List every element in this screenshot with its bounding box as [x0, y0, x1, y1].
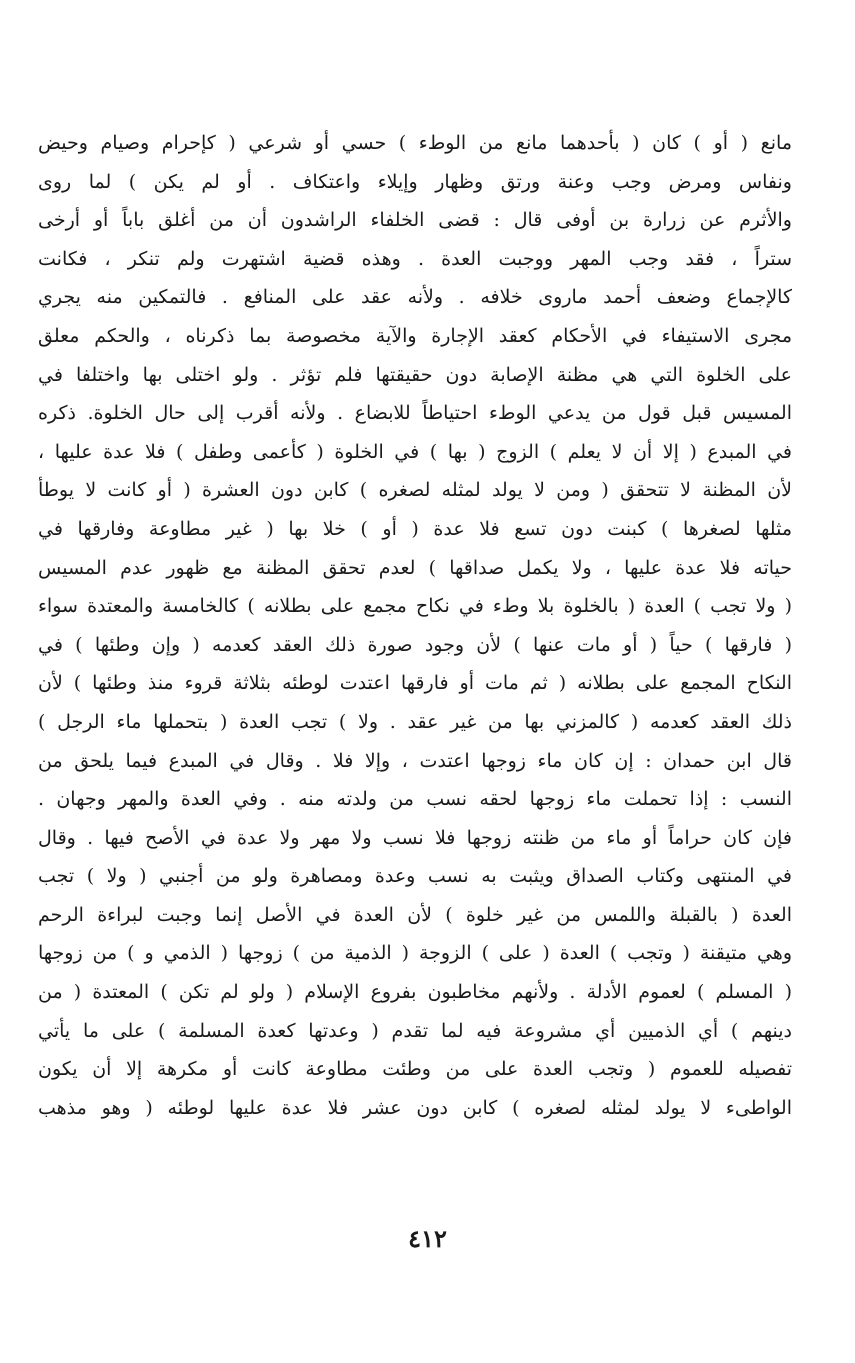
text-line: مثلها لصغرها ) كبنت دون تسع فلا عدة ( أو ) خلا بها ( غير مطاوعة وفارقها في	[38, 517, 792, 540]
text-line: فإن كان حراماً أو ماء من ظنته زوجها فلا نسب ولا مهر ولا عدة في الأصح فيها . وقال	[38, 826, 792, 849]
text-line: تفصيله للعموم ( وتجب العدة على من وطئت مطاوعة كانت أو مكرهة إلا أن يكون	[38, 1058, 792, 1081]
text-line: النكاح المجمع على بطلانه ( ثم مات أو فارقها اعتدت لوطئه بثلاثة قروء منذ وطئها ) لأن	[38, 672, 792, 695]
text-line: في المنتهى وكتاب الصداق ويثبت به نسب وعدة ومصاهرة ولو من أجنبي ( ولا ) تجب	[38, 865, 792, 888]
page-number: ٤١٢	[408, 1224, 447, 1253]
text-line: في المبدع ( إلا أن لا يعلم ) الزوج ( بها ) في الخلوة ( كأعمى وطفل ) فلا عدة عليها ،	[38, 440, 792, 463]
text-line: قال ابن حمدان : إن كان ماء زوجها اعتدت ، وإلا فلا . وقال في المبدع فيما يلحق من	[38, 749, 792, 772]
text-line: وهي متيقنة ( وتجب ) العدة ( على ) الزوجة ( الذمية من ) زوجها ( الذمي و ) من زوجها	[38, 942, 792, 965]
text-line: مانع ( أو ) كان ( بأحدهما مانع من الوطء ) حسي أو شرعي ( كإحرام وصيام وحيض	[38, 132, 792, 154]
text-line: لأن المظنة لا تتحقق ( ومن لا يولد لمثله لصغره ) كابن دون العشرة ( أو كانت لا يوطأ	[38, 479, 792, 502]
text-line: حياته فلا عدة عليها ، ولا يكمل صداقها ) لعدم تحقق المظنة مع ظهور عدم المسيس	[38, 556, 792, 579]
text-line: ( فارقها ) حياً ( أو مات عنها ) لأن وجود صورة ذلك العقد كعدمه ( وإن وطئها ) في	[38, 633, 792, 656]
text-line: العدة ( بالقبلة واللمس من غير خلوة ) لأن العدة في الأصل إنما وجبت لبراءة الرحم	[38, 903, 792, 926]
text-line: الواطىء لا يولد لمثله لصغره ) كابن دون عشر فلا عدة عليها لوطئه ( وهو مذهب	[38, 1096, 792, 1119]
body-text	[38, 124, 792, 1127]
text-line: ذلك العقد كعدمه ( كالمزني بها من غير عقد . ولا ) تجب العدة ( بتحملها ماء الرجل )	[38, 710, 792, 733]
text-line: ( المسلم ) لعموم الأدلة . ولأنهم مخاطبون بفروع الإسلام ( ولو لم تكن ) المعتدة ( من	[38, 981, 792, 1004]
text-line: على الخلوة التي هي مظنة الإصابة دون حقيقتها فلم تؤثر . ولو اختلى بها واختلفا في	[38, 363, 792, 386]
text-line: ستراً ، فقد وجب المهر ووجبت العدة . وهذه قضية اشتهرت ولم تنكر ، فكانت	[38, 247, 792, 270]
text-line: ( ولا تجب ) العدة ( بالخلوة بلا وطء في نكاح مجمع على بطلانه ) كالخامسة والمعتدة سواء	[38, 595, 792, 618]
text-line: والأثرم عن زرارة بن أوفى قال : قضى الخلفاء الراشدون أن من أغلق باباً أو أرخى	[38, 209, 792, 232]
text-line: مجرى الاستيفاء في الأحكام كعقد الإجارة والآية مخصوصة بما ذكرناه ، والحكم معلق	[38, 324, 792, 347]
text-line: كالإجماع وضعف أحمد ماروى خلافه . ولأنه عقد على المنافع . فالتمكين منه يجري	[38, 286, 792, 309]
text-line: دينهم ) أي الذميين أي مشروعة فيه لما تقدم ( وعدتها كعدة المسلمة ) على ما يأتي	[38, 1019, 792, 1042]
text-line: النسب : إذا تحملت ماء زوجها لحقه نسب من ولدته منه . وفي العدة والمهر وجهان .	[38, 788, 792, 811]
text-line: المسيس قبل قول من يدعي الوطء احتياطاً للابضاع . ولأنه أقرب إلى حال الخلوة. ذكره	[38, 402, 792, 425]
text-line: ونفاس ومرض وجب وعنة ورتق وظهار وإيلاء واعتكاف . أو لم يكن ) لما روى	[38, 170, 792, 193]
